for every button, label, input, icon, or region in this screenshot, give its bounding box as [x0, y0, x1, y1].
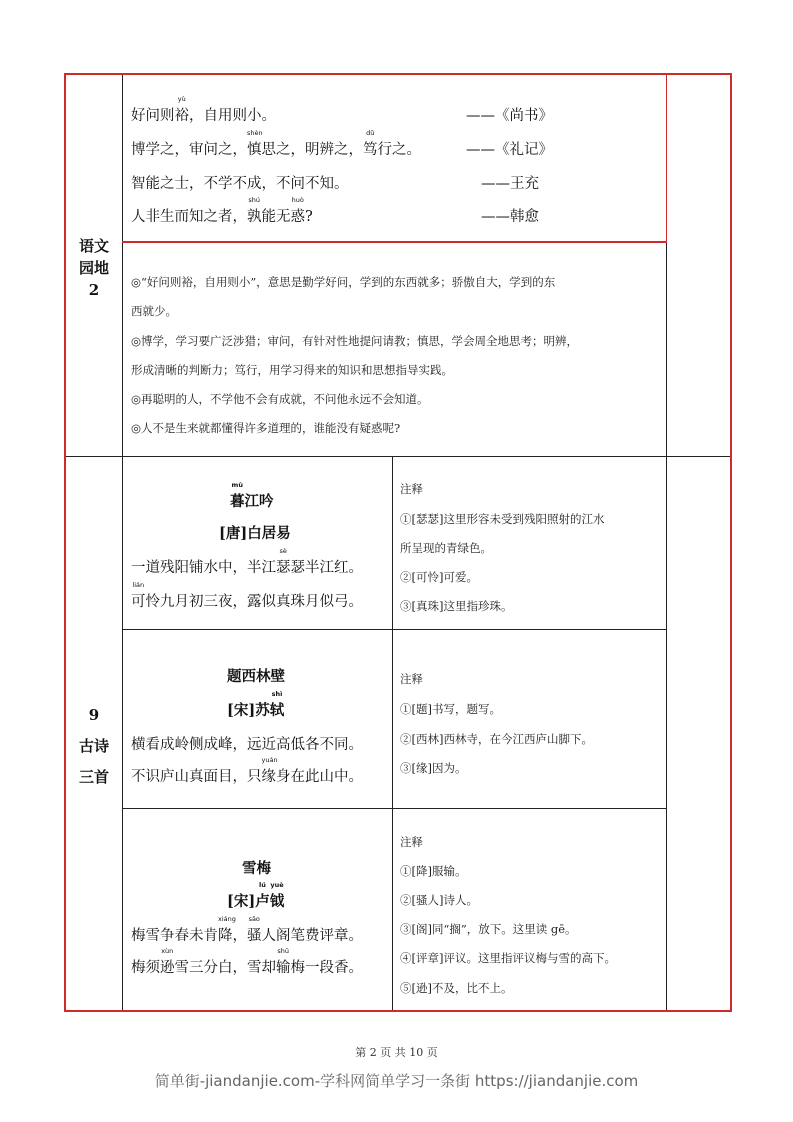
row-divider-sections: [66, 456, 730, 457]
explanation-line: 形成清晰的判断力；笃行，用学习得来的知识和思想指导实践。: [131, 363, 453, 377]
poem-1-note: ③[真珠]这里指珍珠。: [400, 599, 513, 613]
label-line: 语文: [78, 237, 109, 255]
poem-1-note-title: 注释: [400, 482, 423, 496]
row-divider-poem2: [122, 808, 667, 809]
poem-3-note: ④[评章]评议。这里指评议梅与雪的高下。: [400, 951, 616, 965]
col-divider-middle: [392, 457, 393, 1010]
poem-1-note: ②[可怜]可爱。: [400, 570, 478, 584]
poem-3-title: 雪梅: [242, 860, 271, 877]
col-divider-left: [122, 75, 123, 1010]
section-label-yuwen: [66, 235, 122, 301]
poem-2-title: 题西林壁: [227, 668, 285, 685]
poem-1-title: mù 暮江吟: [230, 481, 274, 510]
quote-1: 好问则 yù 裕，自用则小。: [131, 95, 276, 124]
label-line: 园地: [78, 259, 109, 277]
explanation-line: 西就少。: [131, 304, 177, 318]
explanation-line: ◎人不是生来就都懂得许多道理的，谁能没有疑惑呢?: [131, 421, 401, 435]
poem-2-note: ③[缘]因为。: [400, 761, 467, 775]
quote-3-source: ——王充: [481, 176, 539, 192]
quote-2: 博学之，审问之， shèn 慎思之，明辨之， dǔ 笃行之。: [131, 129, 421, 158]
explanation-line: ◎“好问则裕，自用则小”，意思是勤学好问，学到的东西就多；骄傲自大，学到的东: [131, 275, 556, 289]
label-line: 古诗: [78, 737, 109, 755]
section-label-poems: [66, 700, 122, 793]
poem-2-line-2: 不识庐山真面目，只 yuán 缘身在此山中。: [131, 756, 363, 785]
poem-2-author: [宋]苏 shì 轼: [227, 690, 285, 719]
quote-4-source: ——韩愈: [481, 209, 539, 225]
poem-3-note: ①[降]服输。: [400, 864, 467, 878]
poem-1-note: ①[瑟瑟]这里形容未受到残阳照射的江水: [400, 512, 605, 526]
watermark-link[interactable]: 简单街-jiandanjie.com-学科网简单学习一条街 https://jiandanjie.com: [154, 1072, 639, 1090]
poem-1-line-1: 一道残阳铺水中，半江 sè 瑟瑟半江红。: [131, 547, 363, 576]
col-divider-right: [666, 242, 667, 1010]
col-divider-right-red: [666, 75, 667, 242]
explanation-line: ◎再聪明的人，不学他不会有成就，不问他永远不会知道。: [131, 392, 429, 406]
row-divider-poem1: [122, 629, 667, 630]
poem-3-author: [宋] lú 卢 yuè 钺: [227, 881, 285, 910]
page-number: 第 2 页 共 10 页: [355, 1046, 438, 1059]
poem-3-line-2: 梅须 xùn 逊雪三分白，雪却 shū 输梅一段香。: [131, 947, 363, 976]
poem-3-note: ②[骚人]诗人。: [400, 893, 478, 907]
poem-3-note: ⑤[逊]不及，比不上。: [400, 981, 513, 995]
poem-1-note: 所呈现的青绿色。: [400, 541, 492, 555]
poem-3-note: ③[阁]同“搁”，放下。这里读 gē。: [400, 922, 577, 936]
poem-2-line-1: 横看成岭侧成峰，远近高低各不同。: [131, 737, 363, 753]
label-line: 三首: [78, 768, 109, 786]
quote-3: 智能之士，不学不成，不问不知。: [131, 176, 349, 192]
poem-2-note: ①[题]书写，题写。: [400, 702, 501, 716]
label-line: 9: [88, 706, 100, 724]
poem-1-author: [唐]白居易: [219, 525, 291, 542]
poem-2-note-title: 注释: [400, 672, 423, 686]
quote-2-source: ——《礼记》: [466, 142, 553, 158]
label-line: 2: [88, 281, 100, 299]
poem-1-line-2: lián 可怜九月初三夜，露似真珠月似弓。: [131, 581, 363, 610]
poem-2-note: ②[西林]西林寺，在今江西庐山脚下。: [400, 732, 593, 746]
explanation-line: ◎博学，学习要广泛涉猎；审问，有针对性地提问请教；慎思，学会周全地思考；明辨，: [131, 334, 579, 348]
row-divider-red: [122, 241, 667, 243]
quote-1-source: ——《尚书》: [466, 108, 553, 124]
poem-3-line-1: 梅雪争春未肯 xiáng 降， sāo 骚人阁笔费评章。: [131, 915, 363, 944]
poem-3-note-title: 注释: [400, 835, 423, 849]
quote-4: 人非生而知之者， shú 孰能无 huò 惑?: [131, 196, 313, 225]
